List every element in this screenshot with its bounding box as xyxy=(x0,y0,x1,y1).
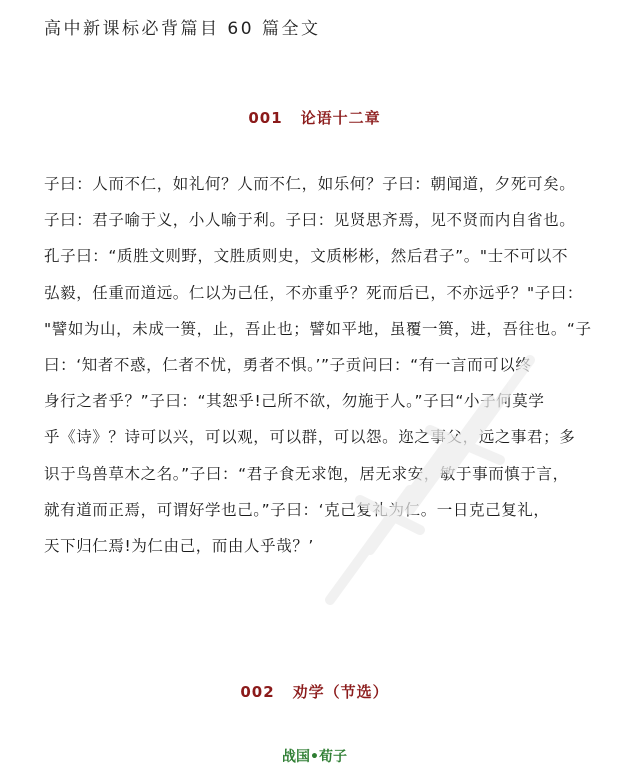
section-title: 劝学（节选） xyxy=(292,683,389,701)
section-author: 战国•荀子 xyxy=(282,749,347,765)
section-body-001 xyxy=(44,166,600,564)
section-number: 001 xyxy=(248,109,283,127)
section-number: 002 xyxy=(240,683,275,701)
text-line: 曰：‘知者不惑，仁者不忧，勇者不惧。’”子贡问曰：“有一言而可以终 xyxy=(44,355,532,374)
text-line: 识于鸟兽草木之名。”子曰：“君子食无求饱，居无求安，敏于事而慎于言， xyxy=(44,464,569,483)
text-line: 孔子曰：“质胜文则野，文胜质则史，文质彬彬，然后君子”。"士不可以不 xyxy=(44,247,569,266)
text-line: 乎《诗》？诗可以兴，可以观，可以群，可以怨。迩之事父，远之事君；多 xyxy=(44,428,576,447)
document-title: 高中新课标必背篇目 60 篇全文 xyxy=(44,19,321,39)
text-line: 子曰：人而不仁，如礼何？人而不仁，如乐何？子曰：朝闻道，夕死可矣。 xyxy=(44,175,576,193)
section-heading-001 xyxy=(0,107,629,128)
section-heading-002 xyxy=(0,681,629,702)
text-line: 弘毅，任重而道远。仁以为己任，不亦重乎？死而后已，不亦远乎？"子曰： xyxy=(44,283,584,302)
text-line: 天下归仁焉!为仁由己，而由人乎哉？’ xyxy=(44,536,314,555)
text-line: 就有道而正焉，可谓好学也己。”子曰：‘克己复礼为仁。一日克己复礼， xyxy=(44,500,550,519)
text-line: 子曰：君子喻于义，小人喻于利。子曰：见贤思齐焉，见不贤而内自省也。 xyxy=(44,211,576,230)
section-title: 论语十二章 xyxy=(300,109,381,127)
text-line: 身行之者乎？”子曰：“其恕乎!己所不欲，勿施于人。”子曰“小子何莫学 xyxy=(44,392,545,411)
text-line: "譬如为山，未成一篑，止，吾止也；譬如平地，虽覆一篑，进，吾往也。“子 xyxy=(44,319,592,338)
